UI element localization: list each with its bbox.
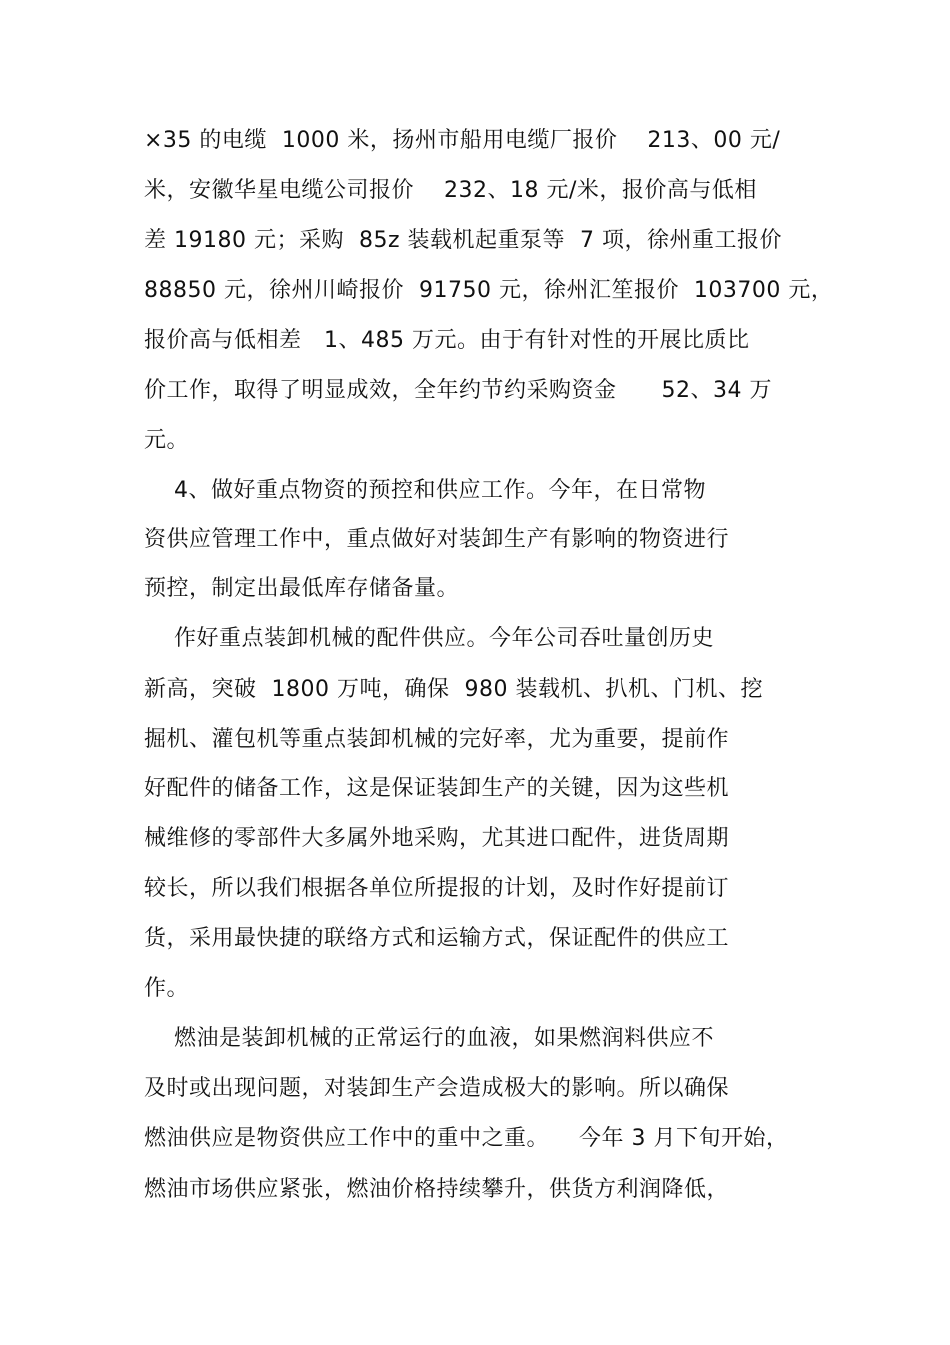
text-line-16: 较长，所以我们根据各单位所提报的计划，及时作好提前订 xyxy=(144,876,730,901)
text-line-18: 作。 xyxy=(144,976,190,1001)
text-line-21: 燃油供应是物资供应工作中的重中之重。 今年 3 月下旬开始， xyxy=(144,1126,789,1151)
text-line-14: 好配件的储备工作，这是保证装卸生产的关键，因为这些机 xyxy=(144,776,730,801)
text-line-4: 88850 元，徐州川崎报价 91750 元，徐州汇笙报价 103700 元， xyxy=(144,278,834,303)
text-line-10: 预控，制定出最低库存储备量。 xyxy=(144,576,460,601)
text-line-20: 及时或出现问题，对装卸生产会造成极大的影响。所以确保 xyxy=(144,1076,730,1101)
text-line-1: ×35 的电缆 1000 米，扬州市船用电缆厂报价 213、00 元/ xyxy=(144,128,781,153)
text-line-7: 元。 xyxy=(144,428,190,453)
text-line-6: 价工作，取得了明显成效，全年约节约采购资金 52、34 万 xyxy=(144,378,772,403)
text-line-13: 掘机、灌包机等重点装卸机械的完好率，尤为重要，提前作 xyxy=(144,727,730,752)
text-line-12: 新高，突破 1800 万吨，确保 980 装载机、扒机、门机、挖 xyxy=(144,677,763,702)
text-line-2: 米，安徽华星电缆公司报价 232、18 元/米，报价高与低相 xyxy=(144,178,757,203)
text-line-22: 燃油市场供应紧张，燃油价格持续攀升，供货方利润降低， xyxy=(144,1177,730,1202)
text-line-9: 资供应管理工作中，重点做好对装卸生产有影响的物资进行 xyxy=(144,527,730,552)
text-line-19: 燃油是装卸机械的正常运行的血液，如果燃润料供应不 xyxy=(144,1026,714,1051)
text-line-8: 4、做好重点物资的预控和供应工作。今年，在日常物 xyxy=(144,478,706,503)
text-line-17: 货，采用最快捷的联络方式和运输方式，保证配件的供应工 xyxy=(144,926,730,951)
text-line-11: 作好重点装卸机械的配件供应。今年公司吞吐量创历史 xyxy=(144,626,714,651)
text-line-15: 械维修的零部件大多属外地采购，尤其进口配件，进货周期 xyxy=(144,826,730,851)
text-line-5: 报价高与低相差 1、485 万元。由于有针对性的开展比质比 xyxy=(144,328,750,353)
text-line-3: 差 19180 元；采购 85z 装载机起重泵等 7 项，徐州重工报价 xyxy=(144,228,782,253)
